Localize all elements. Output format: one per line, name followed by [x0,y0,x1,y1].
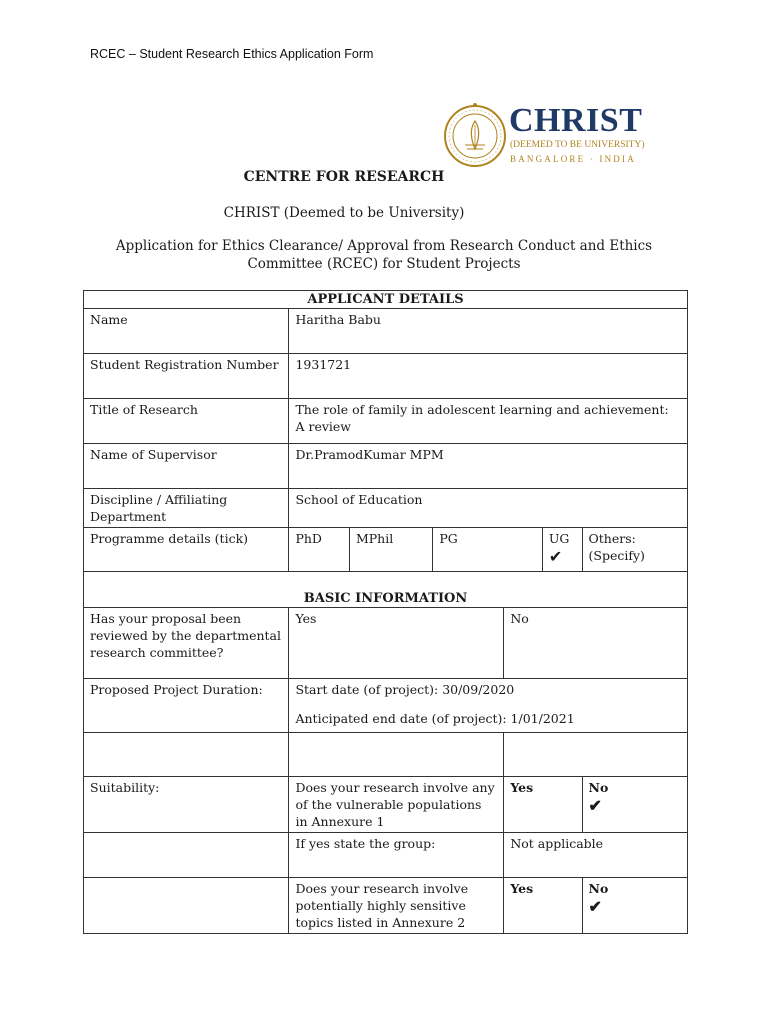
programme-option-others[interactable]: Others: (Specify) [582,528,687,572]
suitability-label: Suitability: [84,777,289,833]
application-form-table [83,290,688,934]
end-date: Anticipated end date (of project): 1/01/2021 [295,711,575,726]
duration-label: Proposed Project Duration: [84,679,289,733]
name-label: Name [84,309,289,354]
sensitive-no-checkmark-icon: ✔ [588,897,602,916]
programme-option-ug[interactable] [542,528,582,572]
basic-information-heading: BASIC INFORMATION [84,572,688,608]
programme-option-mphil[interactable]: MPhil [349,528,432,572]
reviewed-no-option[interactable]: No [504,608,688,679]
blank-cell [289,733,504,777]
running-header: RCEC – Student Research Ethics Application Form [90,47,374,61]
name-value: Haritha Babu [289,309,688,354]
centre-title: CENTRE FOR RESEARCH [243,169,445,185]
vulnerable-no-label: No [588,780,609,795]
programme-label: Programme details (tick) [84,528,289,572]
registration-value: 1931721 [289,354,688,399]
sensitive-topics-question: Does your research involve potentially highly sensitive topics listed in Annexure 2 [289,878,504,934]
vulnerable-no-checkmark-icon: ✔ [588,796,602,815]
duration-value [289,679,688,733]
discipline-value: School of Education [289,489,688,528]
vulnerable-yes-option[interactable]: Yes [504,777,582,833]
blank-cell [84,733,289,777]
programme-option-phd[interactable]: PhD [289,528,349,572]
research-title-value: The role of family in adolescent learning and achievement: A review [289,399,688,444]
programme-ug-label: UG [548,531,570,546]
vulnerable-populations-question: Does your research involve any of the vulnerable populations in Annexure 1 [289,777,504,833]
brand-location: BANGALORE · INDIA [510,154,636,164]
group-value: Not applicable [504,833,688,878]
blank-cell [504,733,688,777]
university-seal-icon [443,99,507,173]
sensitive-no-option[interactable] [582,878,687,934]
research-title-label: Title of Research [84,399,289,444]
vulnerable-no-option[interactable] [582,777,687,833]
start-date: Start date (of project): 30/09/2020 [295,682,515,697]
brand-name: CHRIST [509,102,643,139]
university-logo [443,99,643,175]
group-label: If yes state the group: [289,833,504,878]
blank-cell [84,878,289,934]
university-title: CHRIST (Deemed to be University) [223,205,465,221]
sensitive-yes-option[interactable]: Yes [504,878,582,934]
sensitive-no-label: No [588,881,609,896]
registration-label: Student Registration Number [84,354,289,399]
programme-option-pg[interactable]: PG [433,528,543,572]
reviewed-question: Has your proposal been reviewed by the departmental research committee? [84,608,289,679]
application-title: Application for Ethics Clearance/ Approval from Research Conduct and Ethics Committee (RCEC) for Student Projects [115,238,653,272]
ug-checkmark-icon: ✔ [548,547,563,566]
reviewed-yes-option[interactable]: Yes [289,608,504,679]
supervisor-label: Name of Supervisor [84,444,289,489]
applicant-details-heading: APPLICANT DETAILS [84,291,688,309]
supervisor-value: Dr.PramodKumar MPM [289,444,688,489]
discipline-label: Discipline / Affiliating Department [84,489,289,528]
brand-subtitle: (DEEMED TO BE UNIVERSITY) [510,140,645,150]
blank-cell [84,833,289,878]
